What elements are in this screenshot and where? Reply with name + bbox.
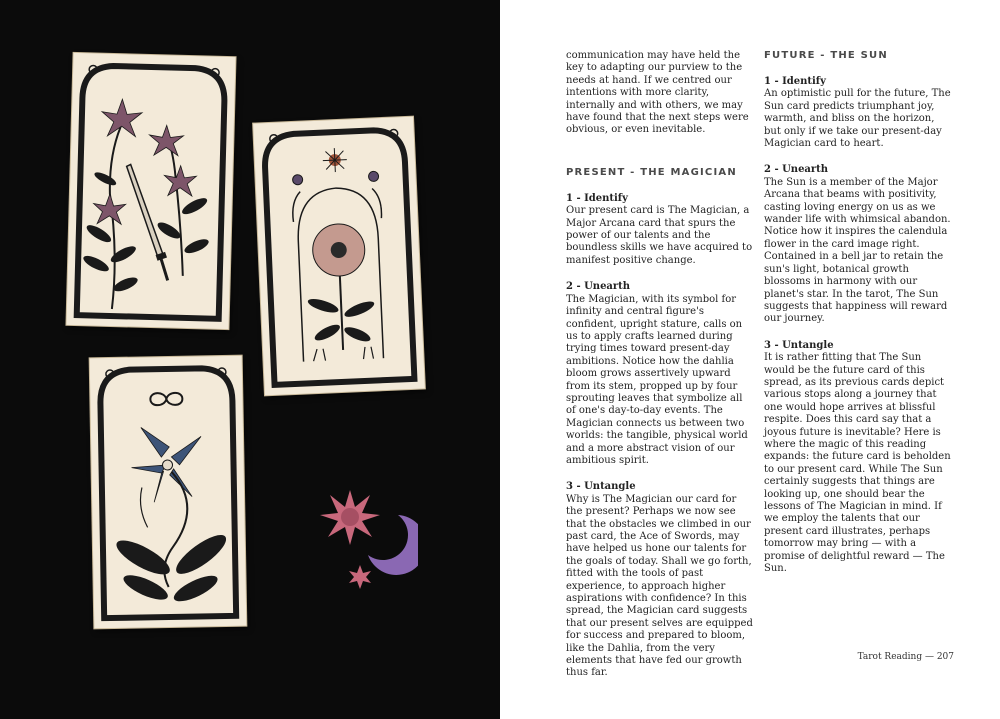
heading-identify: 1 - Identify xyxy=(764,76,826,87)
page-footer: Tarot Reading — 207 xyxy=(857,652,954,662)
text-column-right xyxy=(764,50,954,575)
the-sun-illustration xyxy=(253,117,425,396)
moon-icon xyxy=(368,515,418,575)
tarot-card-ace-of-swords xyxy=(66,53,235,329)
heading-unearth: 2 - Unearth xyxy=(764,164,829,176)
ace-of-swords-illustration xyxy=(66,53,235,329)
section-title-future: FUTURE - THE SUN xyxy=(764,50,888,61)
heading-unearth: 2 - Unearth xyxy=(566,281,631,293)
paragraph-identify: Our present card is The Magician, a Major Arcana card that spurs the power of our talents and the boundless skills we have acquired to manifest positive change. xyxy=(566,205,753,266)
sun-moon-decoration xyxy=(318,485,418,595)
heading-untangle: 3 - Untangle xyxy=(566,481,636,493)
the-magician-illustration xyxy=(90,356,247,629)
tarot-card-the-magician xyxy=(90,356,247,629)
small-star-icon xyxy=(349,565,371,589)
heading-untangle: 3 - Untangle xyxy=(764,339,834,351)
paragraph-unearth: The Sun is a member of the Major Arcana that beams with positivity, casting loving energy on us as we wander life with whimsical abandon. Notice how it inspires the calendula flower in the card image right. Contained in a bell jar to retain the sun's light, botanical growth blossoms in harmony with our planet's star. In the tarot, The Sun suggests that happiness will reward our journey. xyxy=(764,176,951,325)
text-column-left xyxy=(566,50,754,680)
paragraph-identify: An optimistic pull for the future, The Sun card predicts triumphant joy, warmth, and bliss on the horizon, but only if we take our present-day Magician card to heart. xyxy=(764,88,951,150)
paragraph-untangle: It is rather fitting that The Sun would be the future card of this spread, as its previous cards depict various stops along a journey that one would hope arrives at blissful respite. Does this card say that a joyous future is inevitable? Here is where the magic of this reading expands: the future card is beholden to our present card. While The Sun certainly suggests that things are looking up, one should bear the lessons of The Magician in mind. If we employ the talents that our present card illustrates, perhaps tomorrow may bring — with a promise of delightful reward — The Sun. xyxy=(764,352,951,575)
paragraph-untangle: Why is The Magician our card for the present? Perhaps we now see that the obstacles we climbed in our past card, the Ace of Swords, may have helped us hone our talents for the goals of today. Shall we go forth, fitted with the tools of past experience, to approach higher aspirations with confidence? In this spread, the Magician card suggests that our present selves are equipped for success and prepared to bloom, like the Dahlia, from the very elements that have fed our growth thus far. xyxy=(566,493,753,679)
heading-identify: 1 - Identify xyxy=(566,192,628,204)
right-page-text xyxy=(500,0,1000,719)
section-title-present: PRESENT - THE MAGICIAN xyxy=(566,166,737,178)
paragraph-unearth: The Magician, with its symbol for infinity and central figure's confident, upright stature, calls on us to apply crafts learned during trying times toward present-day ambitions. Notice how the dahlia bloom grows assertively upward from its stem, propped up by four sprouting leaves that symbolize all of one's day-to-day events. The Magician connects us between two worlds: the tangible, physical world and a more abstract vision of our ambitious spirit. xyxy=(566,293,748,466)
sun-icon xyxy=(320,490,380,545)
tarot-card-the-sun xyxy=(253,117,425,396)
intro-paragraph: communication may have held the key to adapting our purview to the needs at hand. If we centred our intentions with more clarity, internally and with others, we may have found that the next steps were obvious, or even inevitable. xyxy=(566,50,749,136)
